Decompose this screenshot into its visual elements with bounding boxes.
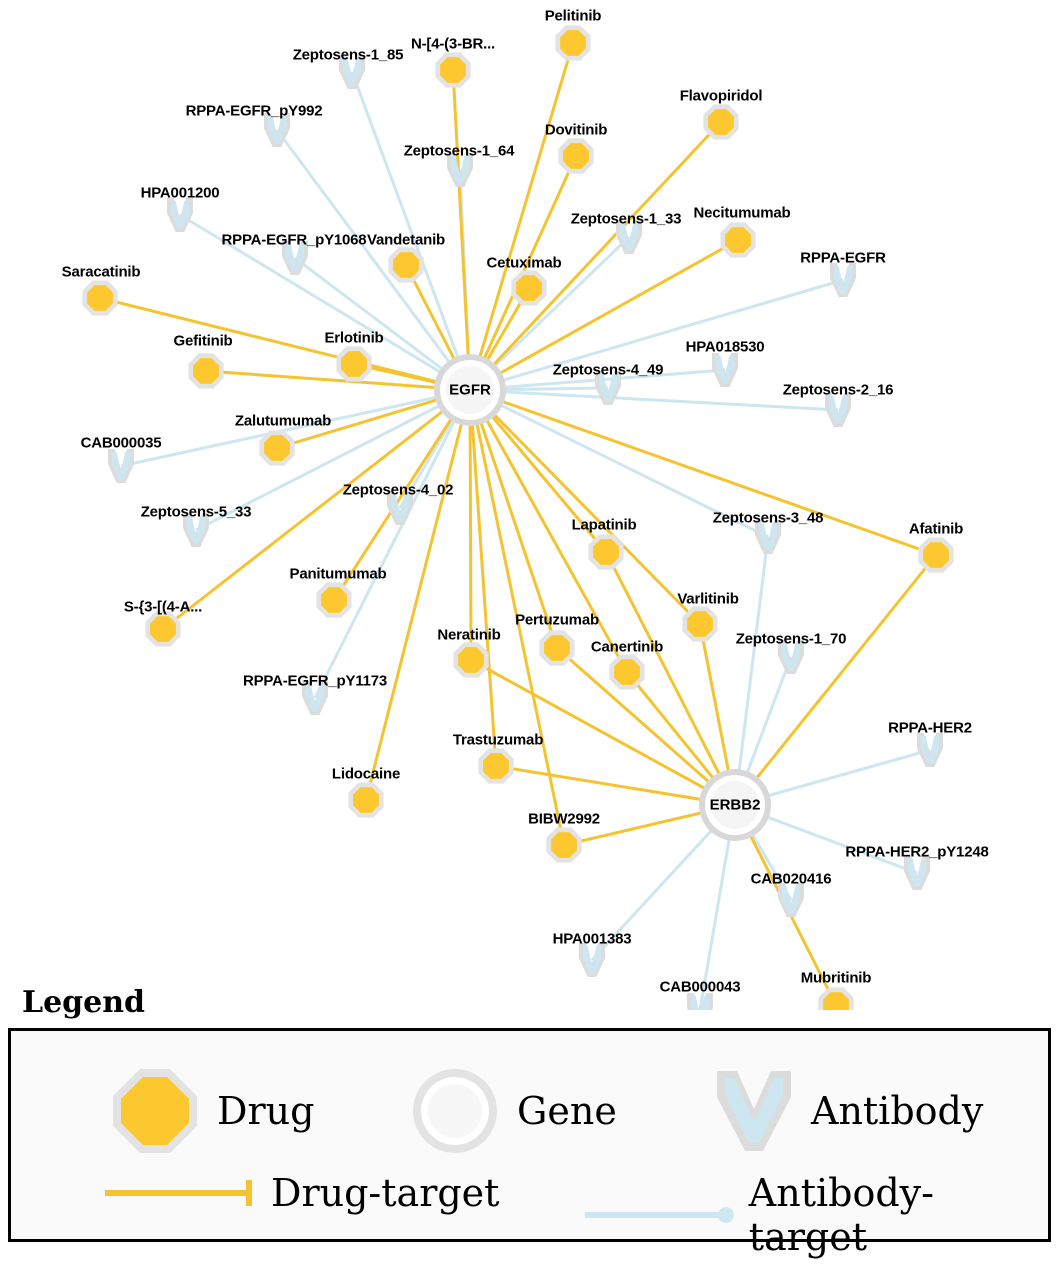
drug-node-label: Necitumumab [693, 204, 791, 222]
drug-node[interactable] [558, 138, 593, 173]
drug-node-label: BIBW2992 [528, 810, 600, 828]
drug-node[interactable] [539, 630, 574, 665]
drug-node[interactable] [453, 642, 488, 677]
antibody-node-label: HPA018530 [685, 338, 765, 356]
drug-node[interactable] [388, 247, 423, 282]
drug-target-edge-icon [101, 1173, 261, 1213]
drug-target-edge [470, 390, 471, 660]
legend-label-gene: Gene [517, 1089, 617, 1133]
drug-node-label: Lapatinib [571, 516, 637, 534]
drug-target-edge [453, 70, 470, 390]
drug-node-label: Mubritinib [800, 969, 872, 987]
antibody-node-label: RPPA-HER2 [888, 719, 972, 737]
drug-shape [563, 143, 589, 169]
drug-node[interactable] [546, 827, 581, 862]
drug-node[interactable] [720, 222, 755, 257]
legend-label-antibody-target: Antibody-target [748, 1171, 934, 1259]
drug-target-edge [735, 555, 936, 805]
antibody-node-label: RPPA-EGFR_pY1173 [242, 672, 388, 690]
drug-node-label: Lidocaine [331, 765, 401, 783]
drug-shape [458, 647, 484, 673]
antibody-node-label: Zeptosens-1_85 [292, 46, 404, 64]
drug-node-label: N-[4-(3-BR... [410, 35, 496, 53]
drug-node-label: Pelitinib [544, 7, 602, 25]
drug-node[interactable] [259, 430, 294, 465]
antibody-node-label: RPPA-HER2_pY1248 [845, 843, 989, 861]
antibody-node-label: RPPA-EGFR_pY992 [185, 102, 323, 120]
drug-shape [708, 109, 734, 135]
legend-item-antibody [711, 1063, 983, 1159]
drug-target-edge [470, 43, 573, 390]
drug-shape [725, 227, 751, 253]
antibody-node-label: CAB020416 [750, 870, 832, 888]
drug-shape [87, 285, 113, 311]
antibody-node-label: HPA001200 [140, 184, 220, 202]
legend-label-antibody: Antibody [811, 1089, 984, 1133]
drug-node-label: Trastuzumab [452, 731, 544, 749]
antibody-node-label: CAB000035 [80, 434, 162, 452]
legend-box [8, 1028, 1051, 1259]
drug-shape [551, 832, 577, 858]
drug-node-label: Vandetanib [366, 231, 446, 249]
gene-node-label: EGFR [449, 381, 491, 399]
drug-shape [614, 659, 640, 685]
antibody-node-label: Zeptosens-5_33 [140, 503, 252, 521]
drug-node-label: Saracatinib [61, 263, 141, 281]
antibody-node-label: Zeptosens-1_70 [735, 630, 847, 648]
antibody-target-edge [315, 390, 470, 698]
drug-node-label: Varlitinib [677, 590, 739, 608]
drug-node-label: Panitumumab [289, 565, 387, 583]
drug-icon [107, 1063, 203, 1159]
legend-edge-row [11, 1171, 1048, 1259]
drug-shape [321, 587, 347, 613]
drug-node[interactable] [336, 346, 371, 381]
drug-node[interactable] [82, 280, 117, 315]
drug-node-label: Canertinib [590, 638, 664, 656]
drug-shape [560, 30, 586, 56]
drug-node-label: Erlotinib [324, 329, 384, 347]
antibody-node-label: HPA001383 [552, 930, 632, 948]
drug-shape [593, 539, 619, 565]
drug-shape [193, 358, 219, 384]
drug-node[interactable] [188, 353, 223, 388]
drug-node-label: Dovitinib [544, 121, 608, 139]
drug-node-label: Cetuximab [486, 254, 562, 272]
antibody-icon [711, 1063, 797, 1159]
drug-node-label: Neratinib [437, 626, 501, 644]
antibody-target-edge-icon [581, 1195, 739, 1235]
drug-shape [544, 635, 570, 661]
drug-node[interactable] [703, 104, 738, 139]
legend-title: Legend [22, 985, 146, 1020]
legend-item-gene [407, 1063, 617, 1159]
drug-node-label: Pertuzumab [515, 611, 599, 629]
legend [0, 985, 1059, 1259]
drug-shape [353, 787, 379, 813]
drug-shape [264, 435, 290, 461]
drug-node-label: Gefitinib [173, 332, 233, 350]
drug-shape [150, 616, 176, 642]
drug-shape [440, 57, 466, 83]
drug-shape [687, 611, 713, 637]
drug-shape [341, 351, 367, 377]
drug-node[interactable] [682, 606, 717, 641]
drug-node[interactable] [435, 52, 470, 87]
drug-target-edge [470, 390, 557, 648]
antibody-node-label: RPPA-EGFR_pY1068 [221, 231, 367, 249]
drug-node-label: Flavopiridol [679, 87, 763, 105]
drug-shape [393, 252, 419, 278]
drug-node[interactable] [511, 270, 546, 305]
drug-node[interactable] [145, 611, 180, 646]
drug-node[interactable] [609, 654, 644, 689]
gene-icon [407, 1063, 503, 1159]
legend-node-row [11, 1055, 1048, 1155]
legend-label-drug: Drug [217, 1089, 315, 1133]
drug-node[interactable] [918, 537, 953, 572]
gene-node-label: ERBB2 [709, 796, 761, 814]
antibody-node-label: Zeptosens-1_64 [403, 142, 515, 160]
antibody-node-label: Zeptosens-2_16 [782, 381, 894, 399]
antibody-node-label: Zeptosens-3_48 [712, 509, 824, 527]
drug-shape [483, 753, 509, 779]
legend-item-drug [107, 1063, 314, 1159]
antibody-node-label: RPPA-EGFR [800, 249, 886, 267]
drug-node[interactable] [316, 582, 351, 617]
drug-shape [516, 275, 542, 301]
legend-label-drug-target: Drug-target [271, 1171, 500, 1215]
legend-item-antibody-target [581, 1171, 1048, 1259]
drug-target-edge [470, 390, 700, 624]
antibody-node-label: Zeptosens-4_02 [342, 481, 454, 499]
antibody-node-label: CAB000043 [659, 978, 741, 996]
legend-item-drug-target [101, 1171, 499, 1215]
drug-node-label: S-{3-[(4-A... [123, 598, 203, 616]
antibody-node-label: Zeptosens-4_49 [552, 361, 664, 379]
antibody-node-label: Zeptosens-1_33 [570, 210, 682, 228]
drug-node[interactable] [555, 25, 590, 60]
drug-shape [923, 542, 949, 568]
drug-node-label: Afatinib [908, 520, 964, 538]
drug-node[interactable] [588, 534, 623, 569]
drug-node[interactable] [478, 748, 513, 783]
drug-node-label: Zalutumumab [234, 412, 332, 430]
drug-node[interactable] [348, 782, 383, 817]
